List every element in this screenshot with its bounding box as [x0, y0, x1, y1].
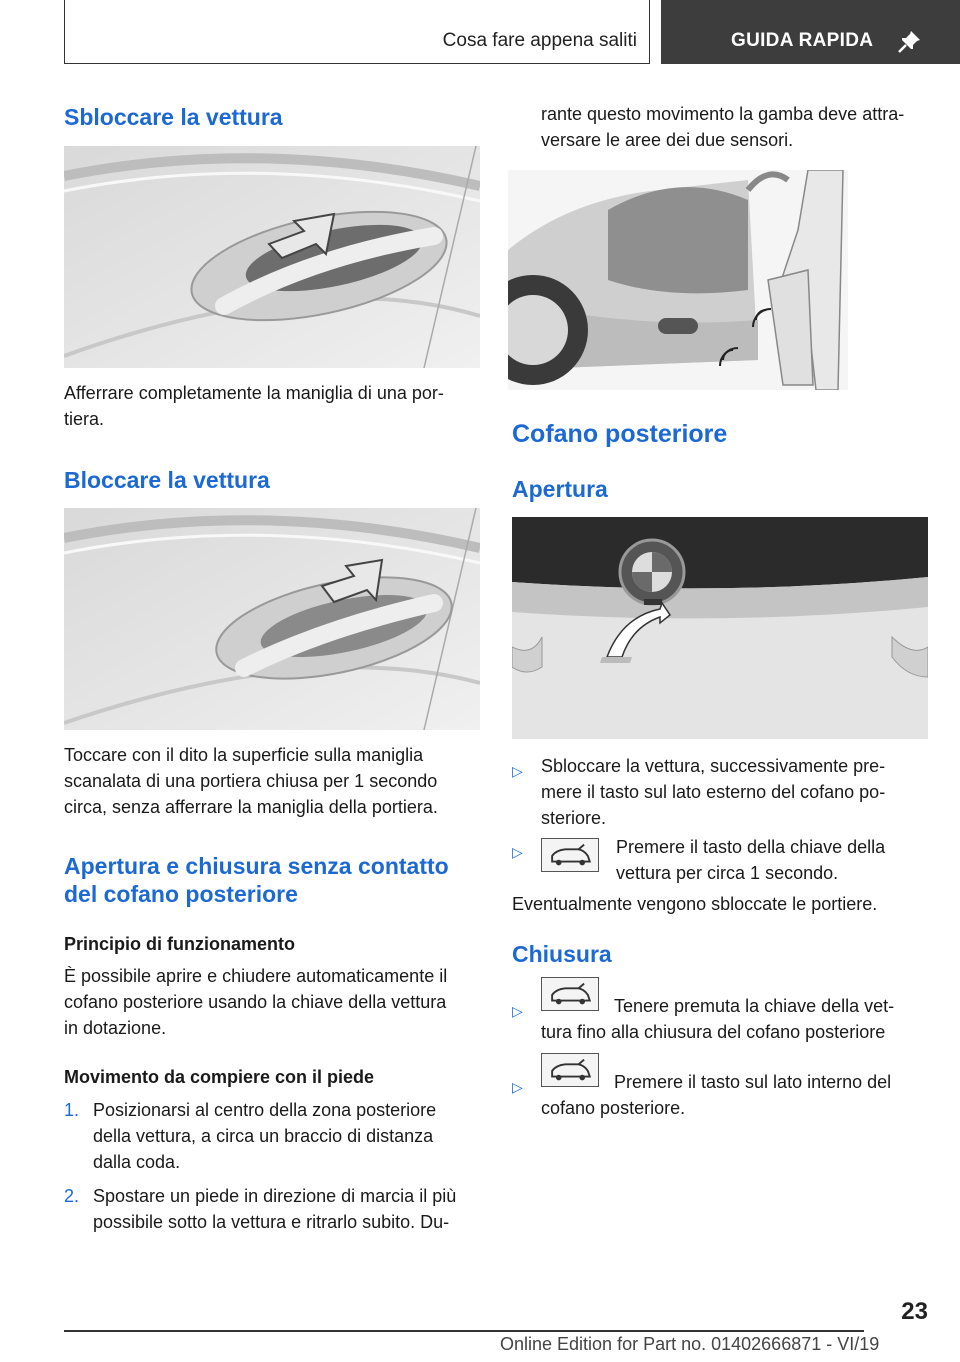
list-item: 1. Posizionarsi al centro della zona posteriore della vettura, a circa un braccio di distanza dalla coda. — [64, 1100, 437, 1172]
heading-tailgate: Cofano posteriore — [512, 420, 728, 448]
paragraph-principle: È possibile aprire e chiudere automaticamente il cofano posteriore usando la chiave della vettura in dotazione. — [64, 966, 448, 1038]
heading-closing: Chiusura — [512, 941, 612, 967]
paragraph-doors-unlocked: Eventualmente vengono sbloccate le portiere. — [512, 894, 878, 914]
heading-unlock: Sbloccare la vettura — [64, 104, 283, 130]
triangle-bullet-icon: ▷ — [512, 844, 523, 860]
footer-rule — [64, 1330, 864, 1332]
header-section-box — [64, 0, 650, 64]
list-item: ▷ Tenere premuta la chiave della vet- tura fino alla chiusura del cofano posteriore — [512, 976, 928, 1048]
subheading-principle: Principio di funzionamento — [64, 934, 295, 954]
triangle-bullet-icon: ▷ — [512, 763, 523, 779]
subheading-movement: Movimento da compiere con il piede — [64, 1067, 375, 1087]
heading-opening: Apertura — [512, 476, 608, 502]
tailgate-button-illustration — [512, 517, 928, 739]
heading-contactless: Apertura e chiusura senza contatto del cofano posteriore — [64, 853, 449, 907]
list-item: ▷ Premere il tasto sul lato interno del cofano posteriore. — [512, 1052, 928, 1124]
paragraph-lock: Toccare con il dito la superficie sulla maniglia scanalata di una portiera chiusa per 1 secondo circa, senza afferrare la maniglia della portiera. — [64, 745, 438, 817]
paragraph-continued: rante questo movimento la gamba deve attra- versare le aree dei due sensori. — [541, 104, 905, 150]
list-item: 2. Spostare un piede in direzione di marcia il più possibile sotto la vettura e ritrarlo subito. Du- — [64, 1186, 457, 1232]
triangle-bullet-icon: ▷ — [512, 1079, 523, 1095]
triangle-bullet-icon: ▷ — [512, 1003, 523, 1019]
header-section-title: Cosa fare appena saliti — [442, 30, 637, 51]
pushpin-icon — [897, 28, 923, 54]
door-handle-lock-illustration — [64, 508, 480, 730]
page-number: 23 — [901, 1298, 928, 1325]
header-chapter-title: GUIDA RAPIDA — [731, 30, 874, 51]
header-chapter-box — [661, 0, 960, 64]
foot-gesture-illustration — [508, 170, 848, 390]
footer-edition: Online Edition for Part no. 01402666871 - VI/19 — [500, 1334, 880, 1354]
car-tailgate-key-icon — [541, 838, 599, 872]
list-item: ▷ Sbloccare la vettura, successivamente pre- mere il tasto sul lato esterno del cofano po- steriore. — [512, 756, 886, 828]
door-handle-unlock-illustration — [64, 146, 480, 368]
list-item: ▷ Premere il tasto della chiave della vettura per circa 1 secondo. — [512, 837, 886, 883]
paragraph-unlock: Afferrare completamente la maniglia di una por- tiera. — [64, 383, 444, 429]
heading-lock: Bloccare la vettura — [64, 467, 270, 493]
